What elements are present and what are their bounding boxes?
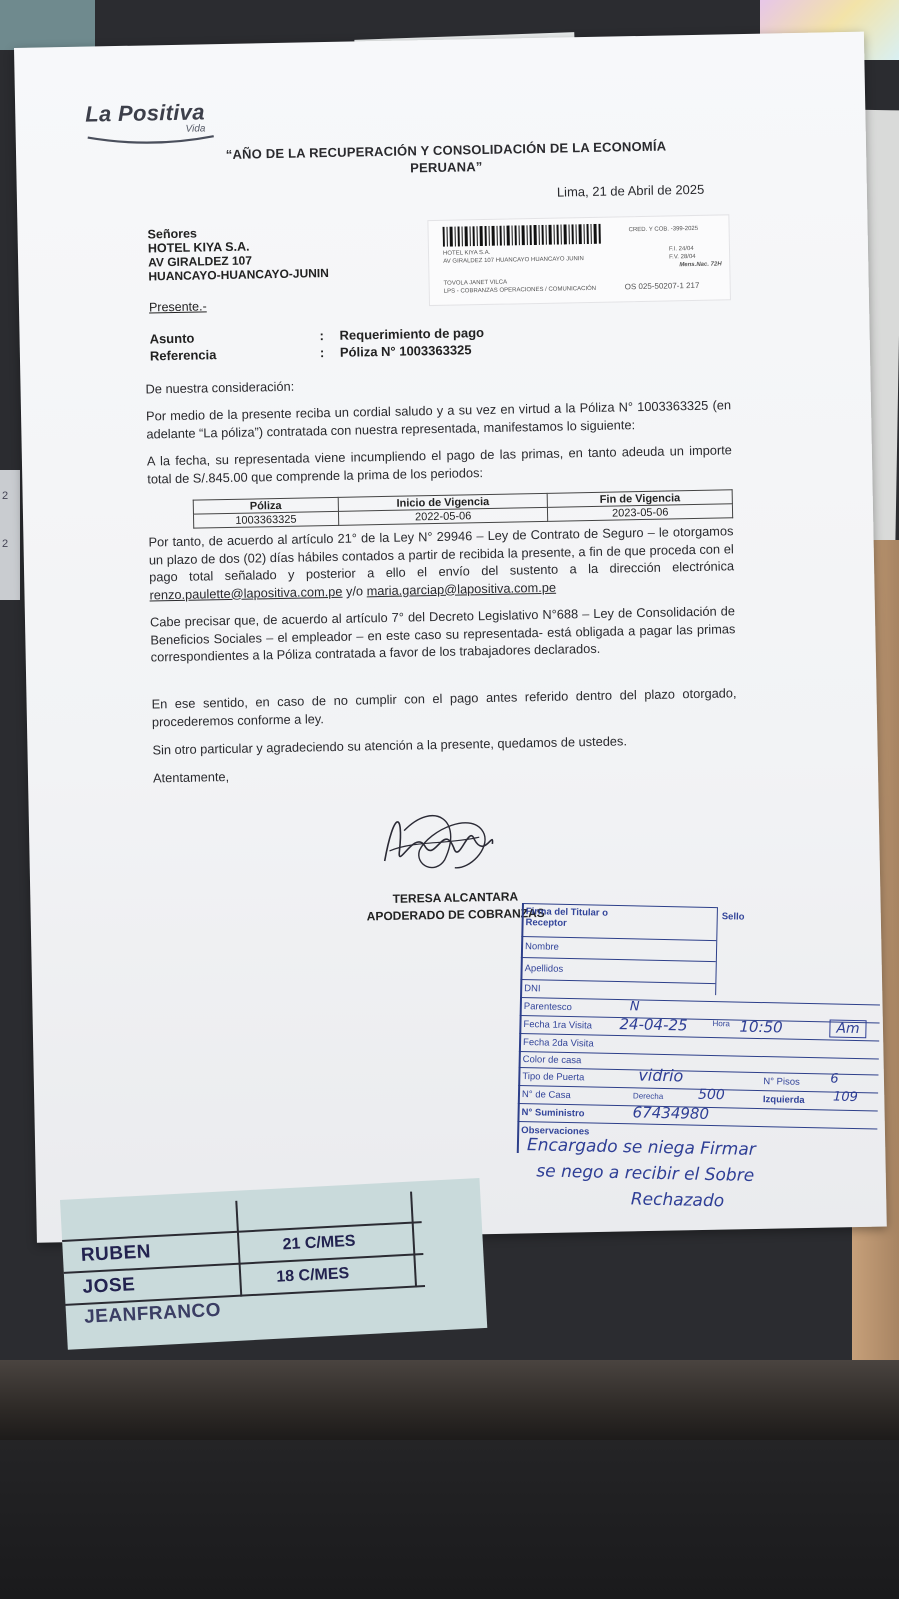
paragraph-5: En ese sentido, en caso de no cumplir con el pago antes referido dentro del plazo otorgado, procederemos conforme a ley. xyxy=(151,685,737,729)
nombre-label: Nombre xyxy=(524,941,559,953)
label-mens: Mens.Nac. 72H xyxy=(679,261,722,269)
paragraph-4: Cabe precisar que, de acuerdo al artículo 7° del Decreto Legislativo N°688 – Ley de Consolidación de Beneficios Sociales – el empleador – en este caso su representada- está obligada a pagar las primas correspondientes a la Póliza contratada a favor de los trabajadores declarados. xyxy=(149,603,736,665)
courier-label xyxy=(427,214,731,306)
ampm-value: Am xyxy=(829,1019,867,1038)
side-number: 2 xyxy=(2,490,9,502)
card-value: 21 C/MES xyxy=(282,1232,356,1254)
email-link-maria[interactable]: maria.garciap@lapositiva.com.pe xyxy=(366,579,557,598)
year-motto-line: “AÑO DE LA RECUPERACIÓN Y CONSOLIDACIÓN DE LA ECONOMÍA xyxy=(225,138,667,162)
dni-label: DNI xyxy=(524,983,541,995)
closing: Atentamente, xyxy=(152,769,230,786)
year-motto xyxy=(186,137,707,181)
subject-block xyxy=(149,324,484,364)
paragraph-6: Sin otro particular y agradeciendo su atención a la presente, quedamos de ustedes. xyxy=(152,733,628,758)
pisos-label: N° Pisos xyxy=(763,1076,800,1088)
casa-label: N° de Casa xyxy=(521,1089,571,1102)
firma-label: Firma del Titular o Receptor xyxy=(525,906,609,929)
card-value: 18 C/MES xyxy=(275,1264,350,1286)
policy-table xyxy=(193,489,733,528)
derecha-label: Derecha xyxy=(632,1091,664,1101)
presente-label: Presente.- xyxy=(148,299,207,315)
fecha2-label: Fecha 2da Visita xyxy=(522,1037,594,1050)
dark-surface xyxy=(0,1440,899,1599)
signature-icon xyxy=(373,789,505,881)
table-header: Fin de Vigencia xyxy=(548,490,733,508)
referencia-value: Póliza N° 1003363325 xyxy=(339,342,472,360)
salutation: Señores xyxy=(147,226,198,242)
paragraph-3-join: y/o xyxy=(342,582,367,599)
signer-title: APODERADO DE COBRANZAS xyxy=(366,905,545,924)
email-link-renzo[interactable]: renzo.paulette@lapositiva.com.pe xyxy=(149,583,343,602)
logo-swoosh-icon xyxy=(86,133,216,145)
paragraph-1: Por medio de la presente reciba un cordial saludo y a su vez en virtud a la Póliza N° 1003363325 (en adelante “La póliza”) contratada con nuestra representada, manifestamos lo siguiente: xyxy=(145,397,732,442)
label-fv: F.V. 28/04 xyxy=(669,253,696,261)
barcode-icon xyxy=(443,224,603,247)
background-card xyxy=(0,0,95,50)
card-name: JEANFRANCO xyxy=(83,1299,222,1328)
colon: : xyxy=(319,345,325,361)
suministro-value: 67434980 xyxy=(632,1103,710,1123)
observaciones-line-1: Encargado se niega Firmar xyxy=(526,1135,756,1160)
delivery-form xyxy=(517,903,882,1212)
label-sender: TOVOLA JANET VILCA xyxy=(443,279,508,287)
pisos-value: 6 xyxy=(830,1071,839,1087)
suministro-label: N° Suministro xyxy=(521,1107,585,1120)
side-number: 2 xyxy=(2,538,9,550)
street-address: AV GIRALDEZ 107 xyxy=(148,253,253,270)
puerta-value: vidrio xyxy=(638,1065,684,1086)
greeting: De nuestra consideración: xyxy=(145,378,295,397)
table-header: Póliza xyxy=(193,497,338,514)
asunto-value: Requerimiento de pago xyxy=(339,325,485,343)
label-line: HOTEL KIYA S.A. xyxy=(442,249,491,257)
table-header: Inicio de Vigencia xyxy=(338,493,548,511)
company-logo xyxy=(85,99,206,135)
fecha1-label: Fecha 1ra Visita xyxy=(523,1019,593,1032)
table-cell: 2022-05-06 xyxy=(338,507,548,525)
company-name: HOTEL KIYA S.A. xyxy=(147,239,250,256)
shelf-edge xyxy=(0,1360,899,1440)
observaciones-line-2: se nego a recibir el Sobre xyxy=(536,1161,755,1186)
table-cell: 2023-05-06 xyxy=(548,504,733,522)
sello-label: Sello xyxy=(721,911,745,923)
hora-label: Hora xyxy=(712,1019,730,1029)
observaciones-line-3: Rechazado xyxy=(630,1189,725,1212)
label-sender: LPS - COBRANZAS OPERACIONES / COMUNICACIÓN xyxy=(443,285,597,295)
parentesco-value: N xyxy=(629,999,640,1015)
colon: : xyxy=(319,328,325,344)
fecha1-value: 24-04-25 xyxy=(619,1015,688,1035)
casa-value: 500 xyxy=(697,1086,725,1104)
paragraph-3 xyxy=(148,522,734,603)
card-name: JOSE xyxy=(82,1274,136,1298)
table-cell: 1003363325 xyxy=(193,511,338,528)
label-os: OS 025-50207-1 217 xyxy=(624,280,700,292)
izquierda-label: Izquierda xyxy=(762,1094,805,1106)
label-fi: F.I. 24/04 xyxy=(668,245,694,253)
signer-name: TERESA ALCANTARA xyxy=(392,889,519,906)
color-label: Color de casa xyxy=(522,1054,582,1067)
logo-text: La Positiva xyxy=(85,99,205,127)
observaciones-label: Observaciones xyxy=(521,1125,590,1138)
card-name: RUBEN xyxy=(80,1241,152,1266)
city-address: HUANCAYO-HUANCAYO-JUNIN xyxy=(148,265,329,284)
year-motto-line: PERUANA” xyxy=(410,159,483,176)
logo-subtext: Vida xyxy=(185,123,206,135)
parentesco-label: Parentesco xyxy=(523,1001,572,1014)
label-line: AV GIRALDEZ 107 HUANCAYO HUANCAYO JUNIN xyxy=(443,256,584,265)
hora-value: 10:50 xyxy=(739,1017,783,1037)
addressee-block xyxy=(147,224,329,283)
paragraph-2: A la fecha, su representada viene incumpliendo el pago de las primas, en tanto adeuda un importe total de S/.845.00 que comprende la prima de los periodos: xyxy=(146,442,732,487)
background-sheet-left xyxy=(0,470,20,600)
apellidos-label: Apellidos xyxy=(524,963,564,975)
signer-block xyxy=(365,888,546,925)
puerta-label: Tipo de Puerta xyxy=(522,1071,585,1084)
letter-date: Lima, 21 de Abril de 2025 xyxy=(556,181,705,200)
izquierda-value: 109 xyxy=(832,1089,858,1106)
handwritten-card xyxy=(60,1178,487,1350)
paragraph-3-text: Por tanto, de acuerdo al artículo 21° de la Ley N° 29946 – Ley de Contrato de Seguro – le otorgamos un plazo de dos (02) días hábiles contados a partir de recibida la presente, a fin de que proceda con el pago total señalado y posterior a ello el envío del sustento a la dirección electrónica xyxy=(148,523,735,585)
referencia-label: Referencia xyxy=(149,347,217,364)
label-reference: CRED. Y COB. -399-2025 xyxy=(628,225,699,234)
asunto-label: Asunto xyxy=(149,330,195,347)
